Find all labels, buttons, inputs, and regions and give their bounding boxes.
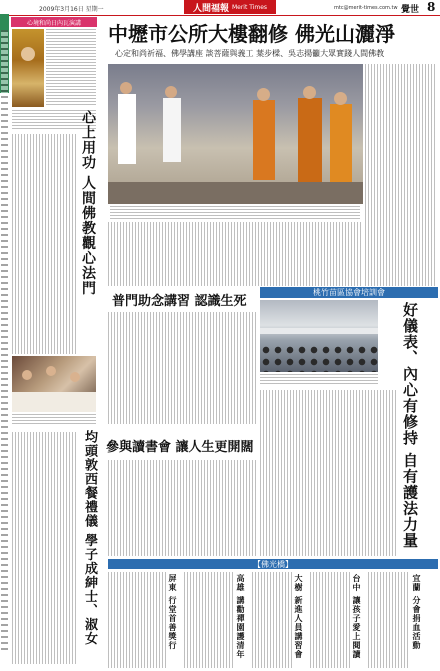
left-top-title: 心上用功 人間佛教觀心法門 <box>80 110 96 296</box>
page-number: 8 <box>427 0 436 14</box>
bottom-col-3: 大樹 新進人員講習會 <box>294 574 304 659</box>
right-title: 好儀表、內心有修持 自有護法力量 <box>401 302 419 549</box>
main-photo <box>108 64 363 204</box>
main-photo-caption <box>110 206 360 220</box>
main-subheadline: 心定和尚祈福、佛學講座 談菩薩與義工 葉步樑、吳志揚籲大眾實踐人間佛教 <box>115 49 385 58</box>
meeting-caption <box>260 374 378 386</box>
dining-caption <box>12 414 96 426</box>
center-bottom-title: 參與讀書會 讓人生更開闊 <box>106 440 254 455</box>
main-headline: 中壢市公所大樓翻修 佛光山灑淨 <box>108 22 395 46</box>
main-body-right <box>365 64 437 286</box>
masthead <box>184 0 276 14</box>
bottom-body-2 <box>184 572 234 668</box>
bottom-col-5: 宜蘭 分會捐血活動 <box>412 574 422 650</box>
meeting-photo <box>260 300 378 372</box>
center-title: 普門助念講習 認識生死 <box>112 294 247 309</box>
right-bar <box>260 287 438 298</box>
bottom-body-4 <box>310 572 350 668</box>
bottom-col-2: 高雄 講勸禪園護清年 <box>236 574 246 659</box>
bottom-bar <box>108 559 438 569</box>
masthead-cn: 人間福報 <box>192 3 229 14</box>
section-name: 覺世 <box>401 5 420 15</box>
left-index-column <box>1 30 8 650</box>
main-body-center <box>108 222 363 286</box>
header-date: 2009年3月16日 星期一 <box>39 6 104 13</box>
header <box>9 0 440 16</box>
bottom-col-4: 台中 讓孩子愛上閱讀 <box>352 574 362 659</box>
bottom-body-3 <box>252 572 292 668</box>
masthead-en: Merit Times <box>231 3 268 11</box>
sidebar-text <box>46 29 96 107</box>
sidebar-label <box>11 17 97 27</box>
bottom-bar-label: 【佛光橋】 <box>253 559 293 569</box>
dining-photo <box>12 356 96 412</box>
sidebar-portrait-photo <box>12 29 44 107</box>
right-bar-label: 桃竹苗區協會培訓會 <box>313 288 385 297</box>
center-body <box>108 312 256 424</box>
bottom-body-5 <box>368 572 408 668</box>
left-bottom-body <box>12 432 78 664</box>
bottom-col-1: 屏東 行堂首善獎行 <box>168 574 178 650</box>
bottom-body-1 <box>108 572 166 668</box>
left-top-body <box>12 134 76 354</box>
header-website: mtc@merit-times.com.tw <box>334 5 398 11</box>
sidebar-label-text: 心境和尚日內瓦演講 <box>26 19 81 27</box>
left-bottom-title: 均頭敦西餐禮儀 學子成紳士、淑女 <box>82 430 97 646</box>
center-bottom-body <box>108 460 256 556</box>
right-body <box>260 390 396 556</box>
